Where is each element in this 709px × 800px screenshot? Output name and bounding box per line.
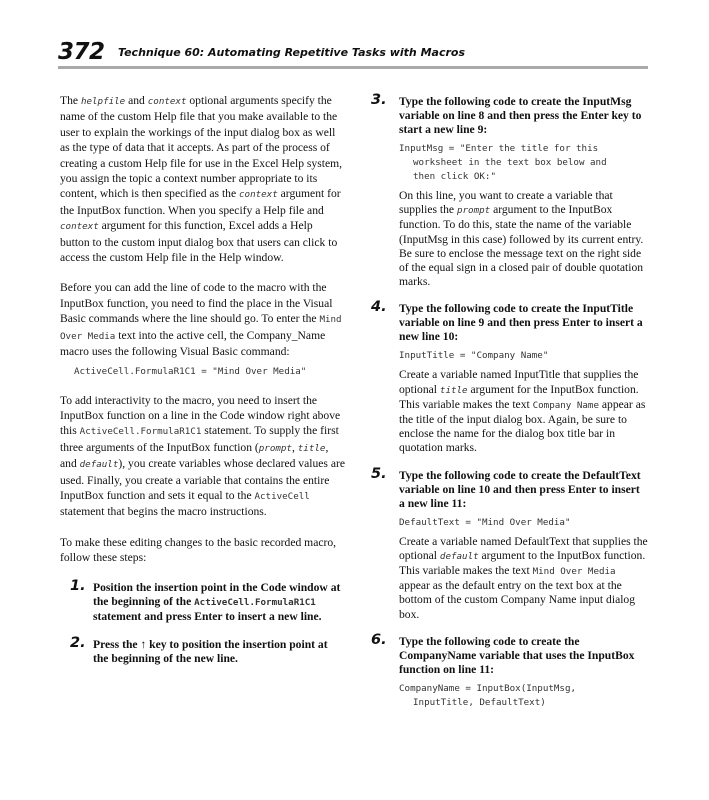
step-body bbox=[399, 189, 648, 289]
code-term: Company Name bbox=[532, 399, 599, 411]
code-term: context bbox=[60, 221, 99, 233]
code-term: ActiveCell.FormulaR1C1 bbox=[79, 426, 202, 438]
code-term: prompt bbox=[258, 442, 292, 454]
step-list bbox=[60, 577, 345, 666]
code-line: InputTitle = "Company Name" bbox=[399, 350, 549, 362]
text: statement that begins the macro instructions. bbox=[60, 505, 267, 519]
code-term: title bbox=[439, 384, 468, 396]
step-number: 2. bbox=[70, 634, 86, 651]
step-5 bbox=[371, 465, 648, 622]
text: Position the insertion point in the Code window at the beginning of the bbox=[93, 580, 341, 608]
code-listing bbox=[399, 516, 648, 530]
right-column bbox=[371, 92, 648, 723]
code-listing: ActiveCell.FormulaR1C1 = "Mind Over Media" bbox=[74, 365, 307, 377]
code-line: worksheet in the text box below and bbox=[413, 157, 607, 168]
code-term: helpfile bbox=[80, 96, 126, 107]
step-number: 3. bbox=[371, 92, 387, 108]
code-term: context bbox=[147, 96, 187, 107]
code-term: ActiveCell bbox=[254, 490, 310, 502]
text: argument for the InputBox function. When you specify a Help file and bbox=[60, 187, 341, 217]
step-body bbox=[399, 368, 648, 455]
step-heading bbox=[93, 581, 345, 624]
paragraph-steps-intro: To make these editing changes to the basic recorded macro, follow these steps: bbox=[60, 535, 337, 565]
text: , and bbox=[60, 440, 329, 471]
step-6 bbox=[371, 631, 648, 710]
step-number: 6. bbox=[371, 631, 387, 648]
text: argument for this function, Excel adds a Help button to the custom input dialog box that users can click to access the custom Help file in the Help window. bbox=[60, 219, 338, 265]
page-number: 372 bbox=[58, 39, 105, 65]
text: appear as the default entry on the text box at the bottom of the custom Company Name input dialog box. bbox=[399, 579, 636, 621]
step-heading: Type the following code to create the CompanyName variable that uses the InputBox function on line 11: bbox=[399, 634, 635, 676]
step-body bbox=[399, 535, 648, 622]
step-heading: Type the following code to create the InputTitle variable on line 9 and then press Enter to insert a new line 10: bbox=[399, 302, 643, 344]
text: text into the active cell, the Company_Name macro uses the following Visual Basic command: bbox=[60, 328, 326, 359]
step-heading: Type the following code to create the InputMsg variable on line 8 and then press the Enter key to start a new line 9: bbox=[399, 95, 642, 136]
text: Before you can add the line of code to the macro with the InputBox function, you need to find the place in the Visual Basic commands where the line should go. To enter the bbox=[60, 281, 333, 326]
step-number: 4. bbox=[371, 299, 387, 316]
step-3 bbox=[371, 92, 648, 289]
code-listing bbox=[399, 682, 648, 710]
code-listing bbox=[399, 142, 648, 184]
text: argument for the InputBox function. This variable makes the text bbox=[399, 382, 639, 411]
step-2 bbox=[60, 634, 345, 666]
step-1 bbox=[60, 577, 345, 624]
text: ), you create variables whose declared values are used. Finally, you create a variable that contains the entire InputBox function and sets it equal to the bbox=[60, 457, 345, 502]
step-heading: Press the ↑ key to position the insertion point at the beginning of the new line. bbox=[93, 637, 328, 665]
code-line: DefaultText = "Mind Over Media" bbox=[399, 516, 571, 528]
code-term: title bbox=[297, 442, 326, 454]
code-listing bbox=[399, 349, 648, 363]
header-rule bbox=[58, 66, 648, 69]
step-heading: Type the following code to create the DefaultText variable on line 10 and then press Enter to insert a new line 11: bbox=[399, 468, 641, 510]
text: appear as the title of the input dialog box. Again, be sure to enclose the name for the dialog box title bar in quotation marks. bbox=[399, 397, 646, 455]
code-term: prompt bbox=[456, 205, 491, 217]
paragraph-helpfile bbox=[60, 93, 345, 265]
paragraph-find-place bbox=[60, 280, 345, 359]
left-column bbox=[60, 93, 345, 680]
text: To add interactivity to the macro, you need to insert the InputBox function on a line in the Code window right above this bbox=[60, 393, 341, 438]
code-term: default bbox=[79, 459, 119, 471]
text: Create a variable named InputTitle that supplies the optional bbox=[399, 368, 639, 396]
text: On this line, you want to create a variable that supplies the bbox=[399, 189, 613, 217]
step-4 bbox=[371, 299, 648, 455]
running-head: Technique 60: Automating Repetitive Tasks with Macros bbox=[118, 46, 466, 59]
code-line: InputTitle, DefaultText) bbox=[413, 696, 546, 708]
paragraph-interactivity bbox=[60, 393, 345, 520]
text: , bbox=[291, 440, 298, 454]
text: statement and press Enter to insert a new line. bbox=[93, 609, 322, 623]
code-term: Mind Over Media bbox=[60, 314, 342, 342]
text: optional arguments specify the name of the custom Help file that you make available to the user to explain the workings of the input dialog box as well as the type of data that it accepts. As part of the process of creating a custom Help file for use in the Excel Help system, you assign the topic a context number appropriate to its content, which is then specified as the bbox=[60, 94, 343, 201]
code-line: InputMsg = "Enter the title for this bbox=[399, 143, 599, 154]
code-term: ActiveCell.FormulaR1C1 bbox=[194, 596, 316, 608]
text: Create a variable named DefaultText that supplies the optional bbox=[399, 534, 648, 562]
text: argument to the InputBox function. To do this, state the name of the variable (InputMsg in this case) followed by its current entry. Be sure to enclose the message text on the right side of the equal sign in a closed pair of double quotation marks. bbox=[399, 203, 644, 289]
text: statement. To supply the first three arguments of the InputBox function ( bbox=[60, 424, 339, 454]
text: argument to the InputBox function. This variable makes the text bbox=[399, 548, 646, 578]
step-number: 1. bbox=[70, 577, 86, 594]
code-line: CompanyName = InputBox(InputMsg, bbox=[399, 682, 577, 694]
code-line: then click OK:" bbox=[413, 171, 496, 182]
text: and bbox=[125, 94, 148, 107]
code-term: context bbox=[239, 189, 278, 201]
step-number: 5. bbox=[371, 465, 387, 482]
text: The bbox=[60, 94, 81, 107]
code-term: default bbox=[439, 550, 479, 562]
code-term: Mind Over Media bbox=[532, 566, 616, 578]
